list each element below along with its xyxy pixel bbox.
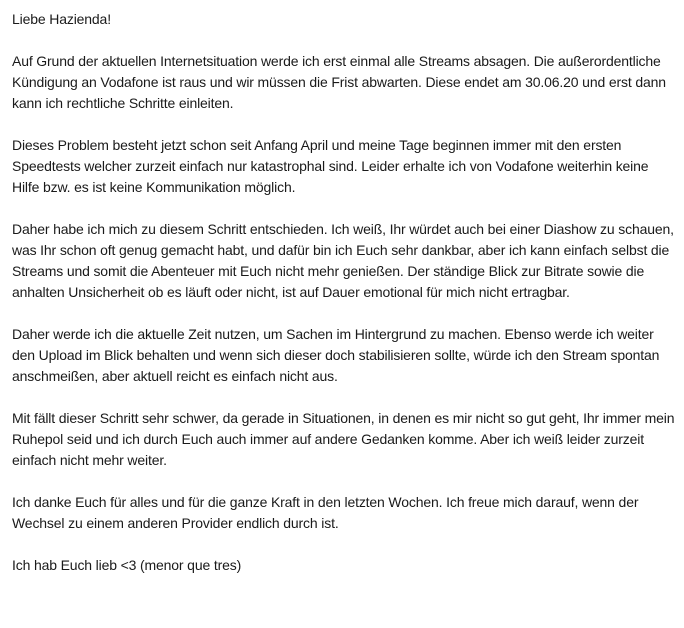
letter-greeting: Liebe Hazienda! — [12, 11, 111, 27]
letter-body — [12, 9, 676, 576]
letter-closing: Ich hab Euch lieb <3 (menor que tres) — [12, 557, 242, 573]
letter-paragraph-3: Daher habe ich mich zu diesem Schritt entschieden. Ich weiß, Ihr würdet auch bei einer Diashow zu schauen, was Ihr schon oft genug gemacht habt, und dafür bin ich Euch sehr dankbar, aber ich kann einfach selbst die Streams und somit die Abenteuer mit Euch nicht mehr genießen. Der ständige Blick zur Bitrate sowie die anhalten Unsicherheit ob es läuft oder nicht, ist auf Dauer emotional für mich nicht ertragbar. — [12, 221, 674, 300]
letter-paragraph-1: Auf Grund der aktuellen Internetsituation werde ich erst einmal alle Streams absagen. Die außerordentliche Kündigung an Vodafone ist raus und wir müssen die Frist abwarten. Diese endet am 30.06.20 und erst dann kann ich rechtliche Schritte einleiten. — [12, 53, 666, 111]
letter-paragraph-5: Mit fällt dieser Schritt sehr schwer, da gerade in Situationen, in denen es mir nicht so gut geht, Ihr immer mein Ruhepol seid und ich durch Euch auch immer auf andere Gedanken komme. Aber ich weiß leider zurzeit einfach nicht mehr weiter. — [12, 410, 675, 468]
letter-paragraph-4: Daher werde ich die aktuelle Zeit nutzen, um Sachen im Hintergrund zu machen. Ebenso werde ich weiter den Upload im Blick behalten und wenn sich dieser doch stabilisieren sollte, würde ich den Stream spontan anschmeißen, aber aktuell reicht es einfach nicht aus. — [12, 326, 660, 384]
letter-paragraph-6: Ich danke Euch für alles und für die ganze Kraft in den letzten Wochen. Ich freue mich darauf, wenn der Wechsel zu einem anderen Provider endlich durch ist. — [12, 494, 639, 531]
letter-paragraph-2: Dieses Problem besteht jetzt schon seit Anfang April und meine Tage beginnen immer mit den ersten Speedtests welcher zurzeit einfach nur katastrophal sind. Leider erhalte ich von Vodafone weiterhin keine Hilfe bzw. es ist keine Kommunikation möglich. — [12, 137, 649, 195]
